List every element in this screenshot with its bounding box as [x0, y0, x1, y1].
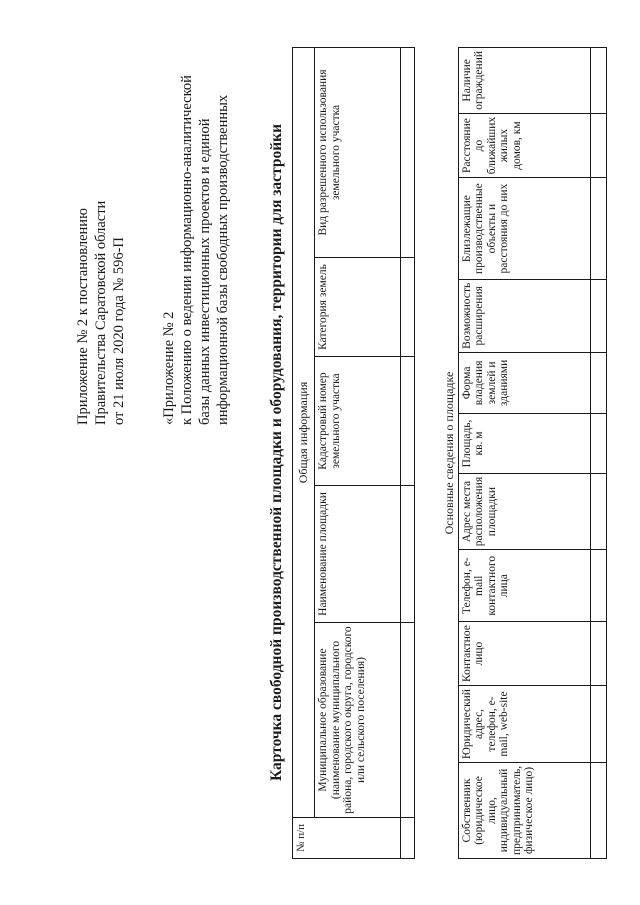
fencing-column-header: Наличие ограждений: [458, 48, 590, 114]
empty-cell: [401, 48, 415, 258]
header-line-2: Правительства Саратовской области: [93, 200, 109, 425]
owner-column-header: Собственник (юридическое лицо, индивидуальный предприниматель, физическое лицо): [458, 762, 590, 858]
contact-person-column-header: Контактное лицо: [458, 622, 590, 686]
municipality-column-header: Муниципальное образование (наименование муниципального района, городского округа, городского или сельского поселения): [315, 623, 401, 818]
empty-cell: [401, 818, 415, 859]
empty-cell: [401, 357, 415, 486]
legal-address-column-header: Юридический адрес, телефон, e-mail, web-site: [458, 686, 590, 763]
contact-phone-column-header: Телефон, e-mail контактного лица: [458, 550, 590, 622]
header-line-3: от 21 июля 2020 года № 596-П: [111, 237, 127, 425]
empty-cell: [401, 623, 415, 818]
header-line-7: информационной базы свободных производственных: [215, 94, 231, 425]
area-column-header: Площадь, кв. м: [458, 414, 590, 474]
general-info-header: Общая информация: [293, 48, 315, 818]
empty-cell: [590, 550, 606, 622]
distance-to-housing-column-header: Расстояние до ближайших жилых домов, км: [458, 113, 590, 178]
empty-cell: [590, 279, 606, 352]
ownership-form-column-header: Форма владения землей и зданиями: [458, 352, 590, 413]
empty-cell: [590, 762, 606, 858]
num-column-header: № п/п: [293, 818, 401, 859]
cadastral-number-column-header: Кадастровый номер земельного участка: [315, 357, 401, 486]
header-line-4: «Приложение № 2: [161, 311, 177, 425]
permitted-use-column-header: Вид разрешенного использования земельного участка: [315, 48, 401, 258]
header-line-6: базы данных инвестиционных проектов и единой: [197, 118, 213, 425]
site-address-column-header: Адрес места расположения площадки: [458, 473, 590, 549]
land-category-column-header: Категория земель: [315, 258, 401, 357]
nearby-facilities-column-header: Близлежащие производственные объекты и расстояния до них: [458, 178, 590, 279]
empty-cell: [590, 352, 606, 413]
empty-cell: [590, 178, 606, 279]
header-line-5: к Положению о ведении информационно-аналитической: [179, 75, 195, 425]
empty-cell: [590, 622, 606, 686]
site-details-table: [440, 47, 607, 859]
empty-cell: [590, 473, 606, 549]
site-details-header: Основные сведения о площадке: [440, 48, 458, 859]
empty-cell: [590, 414, 606, 474]
header-line-1: Приложение № 2 к постановлению: [75, 208, 91, 425]
empty-cell: [590, 48, 606, 114]
empty-cell: [401, 486, 415, 623]
empty-cell: [590, 686, 606, 763]
site-name-column-header: Наименование площадки: [315, 486, 401, 623]
card-title: Карточка свободной производственной площадки и оборудования, территории для застройки: [268, 123, 285, 782]
empty-cell: [401, 258, 415, 357]
expansion-column-header: Возможность расширения: [458, 279, 590, 352]
general-info-table: [292, 47, 415, 859]
empty-cell: [590, 113, 606, 178]
